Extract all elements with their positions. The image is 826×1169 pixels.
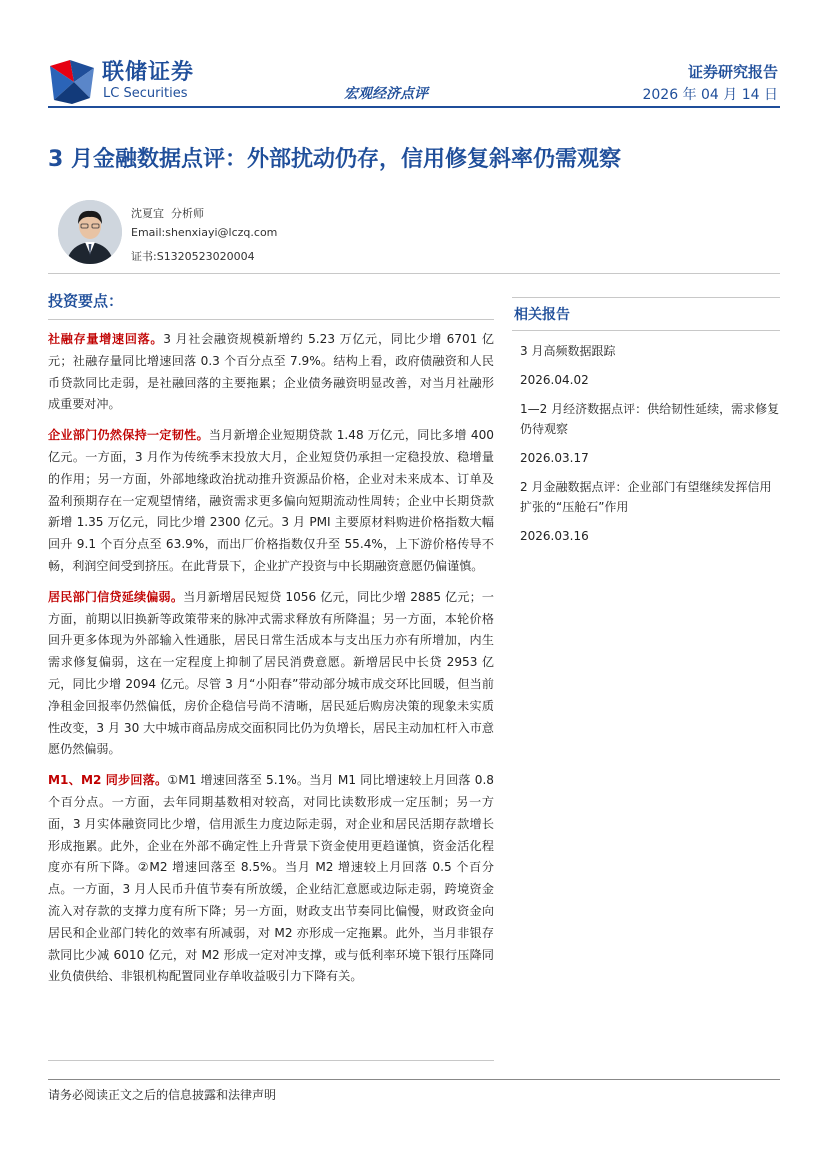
key-point-paragraph <box>48 587 494 761</box>
analyst-role: 分析师 <box>171 207 204 220</box>
key-point-lead: M1、M2 同步回落。 <box>48 773 168 788</box>
company-logo-mark <box>50 60 94 104</box>
key-point-paragraph <box>48 425 494 578</box>
analyst-divider <box>48 273 780 274</box>
analyst-photo-icon <box>58 200 122 264</box>
key-point-text: 当月新增企业短期贷款 1.48 万亿元，同比多增 400 亿元。一方面，3 月作为传统季末投放大月，企业短贷仍承担一定稳投放、稳增量的作用；另一方面，外部地缘政治扰动推升资源品价格，企业对未来成本、订单及盈利预期存在一定观望情绪，融资需求更多偏向短期流动性周转；企业中长期贷款新增 1.35 万亿元，同比少增 2300 亿元。3 月 PMI 主要原材料购进价格指数大幅回升 9.1 个百分点至 63.9%，而出厂价格指数仅升至 55.4%，上下游价格传导不畅，利润空间受到挤压。在此背景下，企业扩产投资与中长期融资意愿仍偏谨慎。 <box>48 428 494 573</box>
analyst-certificate: 证书:S1320523020004 <box>131 250 255 263</box>
key-point-paragraph <box>48 329 494 416</box>
key-point-text: 当月新增居民短贷 1056 亿元，同比少增 2885 亿元；一方面，前期以旧换新等政策带来的脉冲式需求释放有所降温；另一方面，本轮价格回升更多体现为外部输入性通胀，居民日常生活成本与支出压力亦有所增加，内生需求修复偏弱，这在一定程度上抑制了居民消费意愿。新增居民中长贷 2953 亿元，同比少增 2094 亿元。尽管 3 月“小阳春”带动部分城市成交环比回暖，但当前净租金回报率仍然偏低，房价企稳信号尚不清晰，居民延后购房决策的现象未实质性改变，3 月 30 大中城市商品房成交面积同比仍为负增长，居民主动加杠杆入市意愿仍然偏弱。 <box>48 589 494 757</box>
key-point-lead: 社融存量增速回落。 <box>48 332 164 346</box>
key-point-lead: 企业部门仍然保持一定韧性。 <box>48 428 209 443</box>
analyst-avatar <box>58 200 122 264</box>
key-points-heading: 投资要点： <box>48 290 494 320</box>
related-report-link[interactable]: 1—2 月经济数据点评：供给韧性延续，需求修复仍待观察 <box>520 402 780 436</box>
key-points-section <box>48 290 494 988</box>
related-report-link[interactable]: 2 月金融数据点评：企业部门有望继续发挥信用扩张的“压舱石”作用 <box>520 480 772 514</box>
footer-disclaimer: 请务必阅读正文之后的信息披露和法律声明 <box>48 1088 277 1102</box>
report-category: 宏观经济点评 <box>344 86 428 102</box>
key-point-paragraph <box>48 770 494 988</box>
footer-divider <box>48 1079 780 1080</box>
key-point-lead: 居民部门信贷延续偏弱。 <box>48 589 184 604</box>
report-type-label: 证券研究报告 <box>687 63 778 81</box>
analyst-name: 沈夏宜 <box>131 207 164 220</box>
analyst-name-row <box>131 205 204 221</box>
analyst-email[interactable]: Email:shenxiayi@lczq.com <box>131 226 278 239</box>
related-report-link[interactable]: 3 月高频数据跟踪 <box>520 344 616 358</box>
related-report-date: 2026.03.17 <box>520 451 589 465</box>
page-title: 3 月金融数据点评：外部扰动仍存，信用修复斜率仍需观察 <box>48 147 621 172</box>
related-reports-sidebar <box>512 297 780 545</box>
related-report-date: 2026.03.16 <box>520 529 589 543</box>
related-reports-heading: 相关报告 <box>512 297 780 331</box>
main-bottom-divider <box>48 1060 494 1061</box>
header-divider <box>48 106 780 108</box>
logo-english-name: LC Securities <box>103 86 188 101</box>
key-point-text: ①M1 增速回落至 5.1%。当月 M1 同比增速较上月回落 0.8 个百分点。一方面，去年同期基数相对较高，对同比读数形成一定压制；另一方面，3 月实体融资同比少增，信用派生力度边际走弱，对企业和居民活期存款增长形成拖累。此外，企业在外部不确定性上升背景下资金使用更趋谨慎，资金活化程度亦有所下降。②M2 增速回落至 8.5%。当月 M2 增速较上月回落 0.5 个百分点。一方面，3 月人民币升值节奏有所放缓，企业结汇意愿或边际走弱，跨境资金流入对存款的支撑力度有所下降；另一方面，财政支出节奏同比偏慢，财政资金向居民和企业部门转化的效率有所减弱，对 M2 亦形成一定拖累。此外，当月非银存款同比少减 6010 亿元，对 M2 形成一定对冲支撑，或与低利率环境下银行压降同业负债供给、非银机构配置同业存单收益吸引力下降有关。 <box>48 773 494 984</box>
logo-chinese-name: 联储证券 <box>102 60 195 85</box>
related-report-date: 2026.04.02 <box>520 373 589 387</box>
report-date: 2026 年 04 月 14 日 <box>642 87 778 103</box>
key-point-text: 3 月社会融资规模新增约 5.23 万亿元，同比少增 6701 亿元；社融存量同比增速回落 0.3 个百分点至 7.9%。结构上看，政府债融资和人民币贷款同比走弱，是社融回落的主要拖累；企业债务融资明显改善，对当月社融形成重要对冲。 <box>48 332 494 412</box>
